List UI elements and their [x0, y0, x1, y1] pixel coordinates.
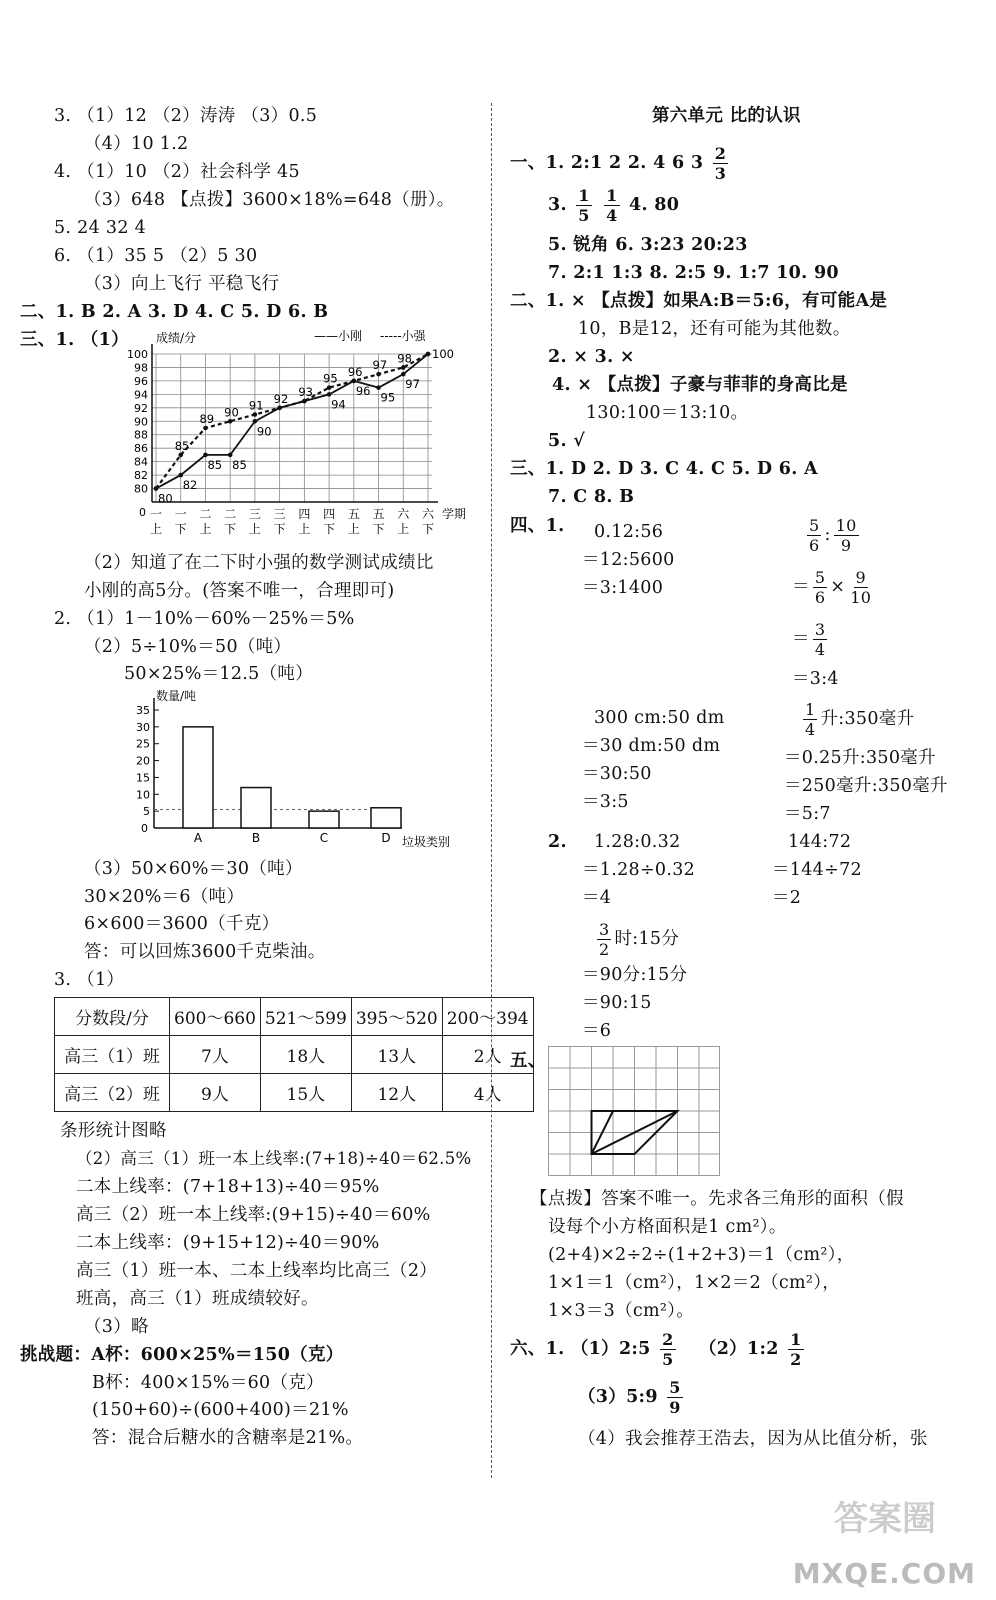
x-tick-label: 六 [421, 507, 435, 521]
data-label: 85 [232, 457, 247, 472]
x-axis-label: 学期 [442, 507, 467, 521]
y-tick-label: 15 [136, 771, 150, 785]
score-table [54, 997, 534, 1112]
data-label: 100 [432, 347, 454, 361]
calc-line: ＝30 dm:50 dm [582, 736, 721, 756]
answer-line [510, 1330, 807, 1369]
y-tick-label: 90 [134, 415, 148, 429]
data-point-xiaoqiang [277, 406, 282, 411]
y-tick-label: 5 [143, 805, 150, 819]
x-tick-label: 上 [397, 522, 410, 536]
answer-line: 5. 24 32 4 [54, 218, 147, 238]
answer-line: 二本上线率：(7+18+13)÷40＝95% [76, 1177, 380, 1197]
calc-line: ＝ $\frac{5}{6}$ × $\frac{9}{10}$ [792, 568, 872, 607]
answer-line: （2）5÷10%＝50（吨） [84, 637, 292, 657]
data-point-xiaoqiang [327, 385, 332, 390]
section-line: 五、 [510, 1051, 546, 1071]
answer-line: B杯：400×15%＝60（克） [92, 1373, 324, 1393]
answer-line: （3）50×60%＝30（吨） [84, 859, 303, 879]
data-point-xiaoqiang [178, 453, 183, 458]
bar-chart [118, 686, 478, 852]
fraction: $\frac{5}{9}$ [669, 1378, 681, 1417]
answer-line: 30×20%＝6（吨） [84, 887, 245, 907]
data-label: 90 [256, 424, 272, 439]
x-tick-label: A [193, 831, 203, 845]
answer-line: 4. （1）10 （2）社会科学 45 [54, 162, 300, 182]
x-tick-label: 五 [372, 507, 385, 521]
y-tick-label: 10 [136, 788, 150, 802]
answer-line: （4）我会推荐王浩去，因为从比值分析，张 [578, 1429, 928, 1449]
data-point-xiaogang [401, 372, 406, 377]
y-tick-label: 86 [134, 442, 148, 456]
answer-line: 5. 锐角 6. 3:23 20:23 [548, 235, 748, 255]
answer-line: 【点拨】答案不唯一。先求各三角形的面积（假 [530, 1189, 904, 1209]
fraction: $\frac{5}{6}$ [809, 516, 820, 555]
calc-line: 0.12:56 [594, 522, 664, 542]
table-header-cell: 分数段/分 [55, 998, 170, 1036]
fraction: $\frac{9}{10}$ [850, 568, 872, 607]
table-cell: 9人 [170, 1074, 261, 1112]
x-tick-label: B [251, 831, 261, 845]
x-tick-label: 四 [298, 507, 311, 521]
calc-line: ＝5:7 [784, 804, 831, 824]
y-tick-label: 30 [136, 720, 150, 734]
bar-A [183, 727, 213, 828]
answer-line: 3. （1） [54, 970, 125, 990]
y-tick-label: 94 [134, 388, 148, 402]
data-label: 97 [372, 358, 388, 373]
answer-line: 高三（1）班一本、二本上线率均比高三（2） [76, 1261, 438, 1281]
x-tick-label: C [319, 831, 329, 845]
answer-line: 二、1. × 【点拨】如果A:B＝5:6，有可能A是 [510, 291, 888, 311]
section-line: 四、1. [510, 516, 565, 536]
y-origin-label: 0 [141, 822, 148, 835]
x-tick-label: 二 [199, 507, 212, 521]
calc-line: 144:72 [788, 832, 852, 852]
calc-line: ＝6 [582, 1021, 612, 1041]
calc-line: ＝30:50 [582, 764, 652, 784]
data-label: 85 [174, 438, 190, 453]
data-label: 89 [199, 412, 215, 426]
legend-label: -----小强 [380, 329, 426, 343]
answer-text: 一、1. 2:1 2 2. 4 6 3 [510, 153, 704, 173]
answer-line: 2. × 3. × [548, 347, 635, 367]
y-origin-label: 0 [139, 506, 146, 519]
calc-line: ＝4 [582, 888, 612, 908]
data-point-xiaoqiang [302, 399, 307, 404]
answer-line: 班高，高三（1）班成绩较好。 [76, 1289, 319, 1309]
answer-line: (2+4)×2÷2÷(1+2+3)＝1（cm²）， [548, 1245, 855, 1265]
data-label: 80 [158, 491, 173, 506]
x-tick-label: 上 [199, 522, 212, 536]
fraction: $\frac{3}{4}$ [814, 620, 826, 659]
bar-C [309, 811, 339, 828]
x-tick-label: 下 [273, 522, 286, 536]
calc-line: $\frac{3}{2}$ 时:15分 [599, 920, 680, 959]
calc-line: 300 cm:50 dm [594, 708, 725, 728]
table-cell: 7人 [170, 1036, 261, 1074]
data-label: 82 [182, 478, 198, 493]
data-point-xiaogang [178, 473, 183, 478]
answer-line: （3）向上飞行 平稳飞行 [84, 274, 280, 294]
x-tick-label: 下 [421, 522, 435, 536]
data-label: 91 [248, 398, 264, 413]
data-label: 95 [380, 390, 396, 405]
fraction: $\frac{1}{4}$ [805, 700, 816, 739]
data-label: 95 [323, 371, 338, 386]
y-tick-label: 82 [134, 469, 148, 483]
answer-line: 答：可以回炼3600千克柴油。 [84, 942, 326, 962]
y-tick-label: 84 [134, 455, 148, 469]
calc-line: ＝3:1400 [582, 578, 664, 598]
x-tick-label: 上 [347, 522, 360, 536]
answer-line [510, 144, 731, 183]
table-cell: 2人 [442, 1036, 533, 1074]
table-cell: 高三（2）班 [55, 1074, 170, 1112]
calc-line: ＝0.25升:350毫升 [784, 748, 936, 768]
y-tick-label: 92 [134, 401, 148, 415]
answer-line [578, 1378, 686, 1417]
answer-line: 二本上线率：(9+15+12)÷40＝90% [76, 1233, 380, 1253]
x-tick-label: 上 [298, 522, 311, 536]
table-cell: 12人 [351, 1074, 442, 1112]
data-label: 97 [405, 377, 420, 392]
y-axis-label: 成绩/分 [156, 331, 197, 345]
y-tick-label: 80 [134, 482, 148, 496]
data-label: 96 [355, 383, 371, 398]
answer-line: 高三（2）班一本上线率:(9+15)÷40＝60% [76, 1205, 431, 1225]
answer-line: 6. （1）35 5 （2）5 30 [54, 246, 258, 266]
answer-line: 3. （1）12 （2）涛涛 （3）0.5 [54, 106, 318, 126]
answer-line: 设每个小方格面积是1 cm²）。 [548, 1217, 787, 1237]
answer-line: 7. C 8. B [548, 487, 635, 507]
y-tick-label: 98 [134, 361, 148, 375]
x-tick-label: 一 [149, 507, 163, 521]
data-point-xiaogang [228, 453, 233, 458]
table-cell: 高三（1）班 [55, 1036, 170, 1074]
answer-text: 4. 80 [628, 195, 680, 215]
bar-B [241, 788, 271, 828]
answer-text: 3. [548, 195, 567, 215]
data-label: 90 [224, 405, 239, 420]
x-tick-label: 一 [174, 507, 187, 521]
x-tick-label: 四 [323, 507, 336, 521]
data-point-xiaoqiang [426, 352, 431, 357]
table-header-cell: 600～660 [170, 998, 261, 1036]
x-tick-label: 六 [397, 507, 410, 521]
data-point-xiaoqiang [352, 379, 357, 384]
section-line: 三、1. （1） [20, 330, 129, 350]
x-tick-label: 五 [347, 507, 360, 521]
y-tick-label: 96 [134, 374, 148, 388]
calc-line: ＝90:15 [582, 993, 652, 1013]
answer-text: （3）5:9 [578, 1387, 658, 1407]
answer-line: (150+60)÷(600+400)＝21% [92, 1400, 349, 1420]
answer-line: 130:100＝13:10。 [586, 403, 749, 423]
table-header-cell: 395～520 [351, 998, 442, 1036]
calc-line: $\frac{1}{4}$ 升:350毫升 [805, 700, 915, 739]
data-point-xiaoqiang [376, 372, 381, 377]
table-cell: 13人 [351, 1036, 442, 1074]
section-line: 2. [548, 832, 567, 852]
data-point-xiaoqiang [228, 419, 233, 424]
calc-line: ＝250毫升:350毫升 [784, 776, 948, 796]
answer-line: 1×3＝3（cm²）。 [548, 1301, 695, 1321]
y-axis-label: 数量/吨 [156, 689, 197, 703]
answer-line: 4. × 【点拨】子豪与菲菲的身高比是 [552, 375, 848, 395]
table-cell: 15人 [260, 1074, 351, 1112]
table-cell: 4人 [442, 1074, 533, 1112]
answer-line: （2）知道了在二下时小强的数学测试成绩比 [84, 553, 434, 573]
answer-line: （2）高三（1）班一本上线率:(7+18)÷40＝62.5% [76, 1149, 472, 1168]
x-tick-label: 下 [224, 522, 237, 536]
watermark: MXQE.COM [792, 1557, 976, 1590]
answer-line [548, 186, 679, 225]
x-tick-label: 上 [248, 522, 261, 536]
x-axis-label: 垃圾类别 [402, 835, 451, 849]
data-point-xiaogang [253, 419, 258, 424]
table-cell: 18人 [260, 1036, 351, 1074]
table-header-row [55, 998, 534, 1036]
answer-line: （3）略 [84, 1317, 149, 1337]
answer-line: （4）10 1.2 [84, 134, 189, 154]
fraction: $\frac{10}{9}$ [835, 516, 857, 555]
x-tick-label: D [381, 831, 391, 845]
fraction: $\frac{2}{3}$ [714, 144, 727, 183]
answer-line: （3）648 【点拨】3600×18%=648（册）。 [84, 190, 455, 210]
unit-title: 第六单元 比的认识 [652, 106, 801, 126]
answer-line: 2. （1）1－10%－60%－25%＝5% [54, 609, 355, 629]
fraction: $\frac{5}{6}$ [814, 568, 826, 607]
calc-line: ＝3:5 [582, 792, 629, 812]
data-label: 85 [207, 457, 223, 472]
answer-line: 50×25%＝12.5（吨） [124, 664, 313, 684]
x-tick-label: 二 [224, 507, 237, 521]
calc-line: ＝1.28÷0.32 [582, 860, 696, 880]
y-tick-label: 100 [127, 348, 148, 361]
answer-line: 条形统计图略 [60, 1121, 167, 1141]
x-tick-label: 下 [323, 522, 336, 536]
table-row [55, 1036, 534, 1074]
data-point-xiaogang [376, 385, 381, 390]
data-point-xiaogang [203, 453, 208, 458]
answer-line: 三、1. D 2. D 3. C 4. C 5. D 6. A [510, 459, 818, 479]
y-tick-label: 35 [136, 704, 150, 717]
answer-text: 六、1. （1）2:5 [510, 1339, 651, 1359]
x-tick-label: 三 [248, 507, 261, 521]
data-point-xiaoqiang [154, 486, 159, 491]
calc-line: ＝144÷72 [772, 860, 862, 880]
data-point-xiaoqiang [203, 426, 208, 431]
data-point-xiaoqiang [401, 365, 406, 370]
calc-line: 1.28:0.32 [594, 832, 681, 852]
grid-figure [548, 1046, 724, 1178]
y-tick-label: 88 [134, 428, 148, 442]
fraction: $\frac{1}{2}$ [790, 1330, 802, 1369]
table-row [55, 1074, 534, 1112]
calc-line: ＝3:4 [792, 669, 839, 689]
y-tick-label: 20 [136, 754, 150, 768]
calc-line: ＝90分:15分 [582, 965, 688, 985]
answer-line: 7. 2:1 1:3 8. 2:5 9. 1:7 10. 90 [548, 263, 839, 283]
table-header-cell: 521～599 [260, 998, 351, 1036]
fraction: $\frac{2}{5}$ [662, 1330, 674, 1369]
answer-line: 小刚的高5分。(答案不唯一，合理即可) [84, 581, 395, 601]
y-tick-label: 25 [136, 737, 150, 751]
data-label: 94 [331, 397, 346, 412]
calc-line: ＝ $\frac{3}{4}$ [792, 620, 826, 659]
section-line: 挑战题：A杯：600×25%＝150（克） [20, 1345, 344, 1365]
calc-line: $\frac{5}{6}$ : $\frac{10}{9}$ [809, 516, 857, 555]
section-line: 二、1. B 2. A 3. D 4. C 5. D 6. B [20, 302, 329, 322]
fraction: $\frac{1}{5}$ [578, 186, 590, 225]
calc-line: ＝12:5600 [582, 550, 675, 570]
table-header-cell: 200～394 [442, 998, 533, 1036]
line-chart [118, 326, 490, 544]
data-label: 96 [347, 364, 363, 379]
bar-D [371, 808, 401, 828]
answer-line: 10，B是12，还有可能为其他数。 [578, 319, 851, 339]
x-tick-label: 上 [149, 522, 163, 536]
fraction: $\frac{3}{2}$ [599, 920, 610, 959]
data-label: 92 [273, 391, 289, 406]
data-point-xiaoqiang [253, 412, 258, 417]
answer-line: 1×1＝1（cm²），1×2＝2（cm²）， [548, 1273, 841, 1293]
x-tick-label: 三 [273, 507, 286, 521]
data-label: 93 [298, 385, 314, 400]
calc-line: ＝2 [772, 888, 802, 908]
answer-line: 6×600＝3600（千克） [84, 914, 280, 934]
legend-label: ——小刚 [314, 329, 363, 343]
data-point-xiaogang [327, 392, 332, 397]
fraction: $\frac{1}{4}$ [606, 186, 618, 225]
column-divider [491, 103, 492, 1478]
answer-line: 5. √ [548, 431, 586, 451]
x-tick-label: 下 [372, 522, 385, 536]
data-label: 98 [397, 351, 412, 366]
answer-line: 答：混合后糖水的含糖率是21%。 [92, 1428, 364, 1448]
answer-text: （2）1:2 [698, 1339, 779, 1359]
x-tick-label: 下 [174, 522, 187, 536]
watermark-logo: 答案圈 [834, 1499, 936, 1539]
